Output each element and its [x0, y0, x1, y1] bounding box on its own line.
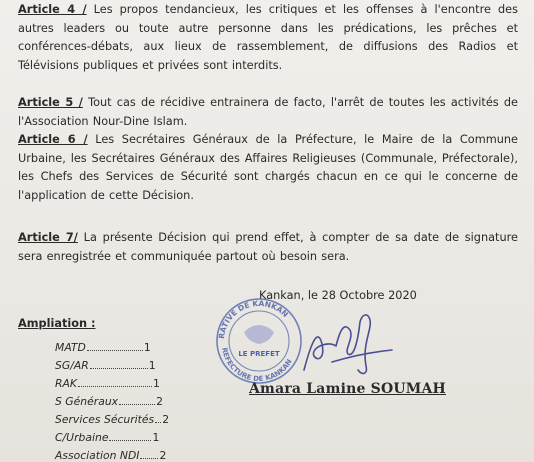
ampliation-item-name: S Généraux [55, 395, 119, 408]
ampliation-item-name: SG/AR [55, 359, 89, 372]
article-7 [18, 229, 518, 266]
ampliation-item [55, 444, 175, 462]
article-5 [18, 94, 518, 131]
leader-dots [78, 386, 152, 387]
ampliation-title: Ampliation : [18, 317, 96, 330]
ampliation-item-count: 1 [152, 431, 160, 444]
ampliation-item [55, 354, 175, 372]
article-7-text: La présente Décision qui prend effet, à compter de sa date de signature sera enregistrée et communiquée partout où besoin sera. [18, 231, 518, 263]
article-6-label: Article 6 / [18, 133, 88, 146]
leader-dots [90, 368, 148, 369]
article-6-text: Les Secrétaires Généraux de la Préfecture, le Maire de la Commune Urbaine, les Secrétaires Généraux des Affaires Religieuses (Communale, Préfectorale), les Chefs des Services de Sécurité sont chargés chacun en ce qui le concerne de l'application de cette Décision. [18, 133, 519, 202]
ampliation-item [55, 390, 175, 408]
article-4 [18, 1, 518, 75]
ampliation-item-name: RAK [55, 377, 77, 390]
stamp-center-text: LE PREFET [238, 350, 280, 358]
stamp-top-text: RATIVE DE KANKAN [217, 298, 290, 340]
ampliation-item-name: Association NDI [55, 449, 140, 462]
ampliation-item [55, 408, 175, 426]
stamp-bottom-text: REFECTURE DE KANKAN [220, 346, 294, 384]
ampliation-item-count: 2 [162, 413, 170, 426]
ampliation-item-name: C/Urbaine [55, 431, 109, 444]
leader-dots [140, 458, 158, 459]
ampliation-item-count: 1 [148, 359, 156, 372]
article-6 [18, 131, 518, 205]
date-line: Kankan, le 28 Octobre 2020 [259, 289, 417, 302]
ampliation-item [55, 372, 175, 390]
ampliation-item-count: 1 [143, 341, 151, 354]
article-5-text: Tout cas de récidive entrainera de facto, l'arrêt de toutes les activités de l'Association Nour-Dine Islam. [18, 96, 518, 128]
prefecture-stamp [214, 296, 304, 386]
ampliation-item-name: Services Sécurités [55, 413, 155, 426]
ampliation-item-count: 2 [156, 395, 163, 408]
ampliation-item-name: MATD [55, 341, 86, 354]
ampliation-item-count: 2 [159, 449, 167, 462]
ampliation-list [55, 336, 175, 462]
leader-dots [119, 404, 155, 405]
ampliation-item-count: 1 [152, 377, 160, 390]
ampliation-item [55, 426, 175, 444]
signatory-name: Amara Lamine SOUMAH [249, 381, 446, 397]
article-7-label: Article 7/ [18, 231, 78, 244]
leader-dots [87, 350, 143, 351]
article-4-text: Les propos tendancieux, les critiques et les offenses à l'encontre des autres leaders ou toute autre personne dans les prédications, les prêches et conférences-débats, aux lieux de rassemblement, de diffusions des Radios et Télévisions publiques et privées sont interdits. [18, 3, 518, 72]
ampliation-item [55, 336, 175, 354]
article-5-label: Article 5 / [18, 96, 83, 109]
leader-dots [155, 422, 161, 423]
article-4-label: Article 4 / [18, 3, 87, 16]
leader-dots [109, 440, 151, 441]
handwritten-signature [292, 300, 402, 380]
